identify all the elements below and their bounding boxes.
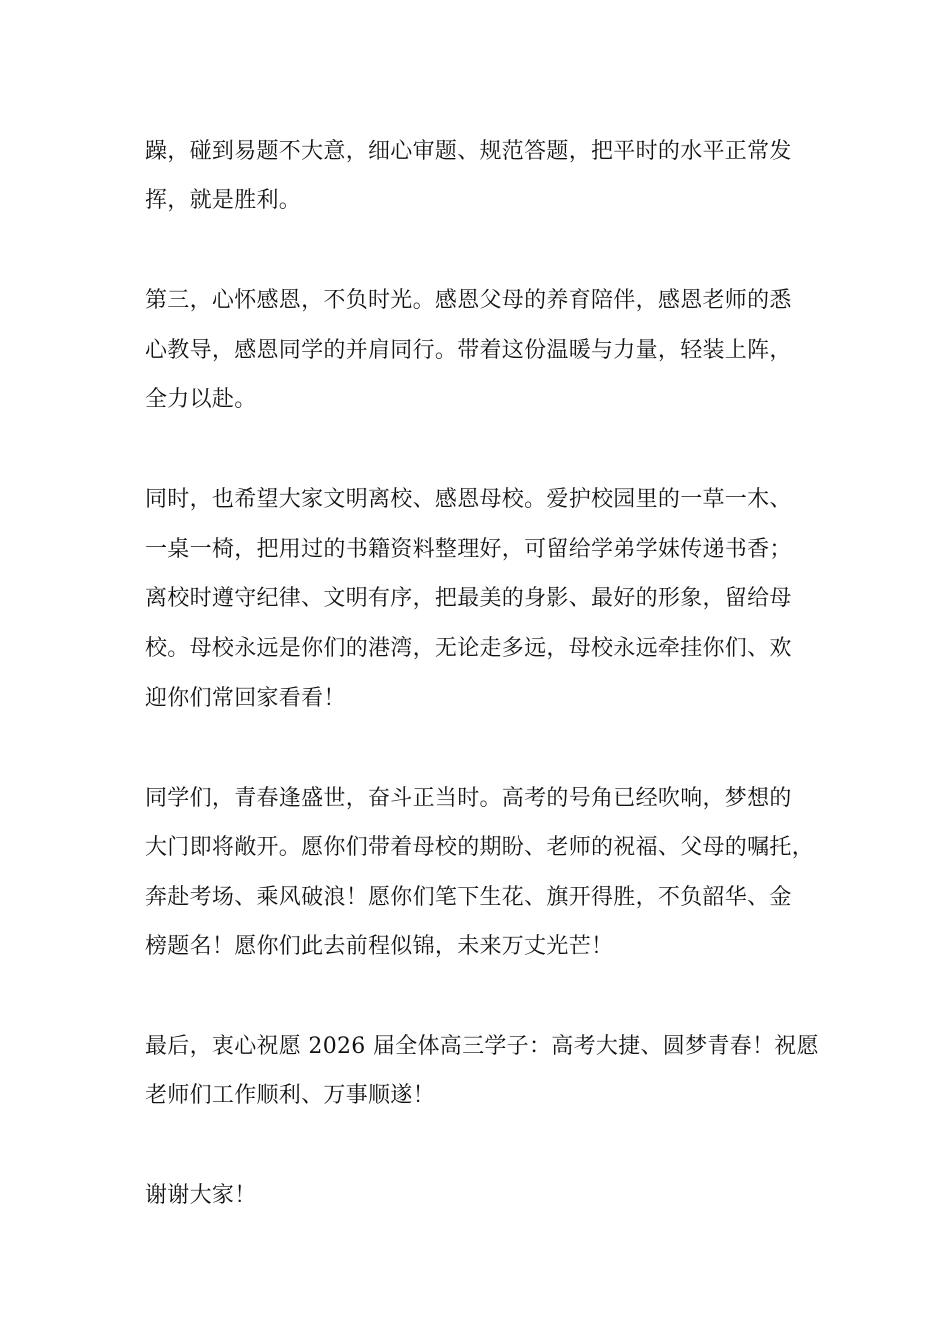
paragraph-2-line-2: 心教导，感恩同学的并肩同行。带着这份温暖与力量，轻装上阵， <box>145 338 792 363</box>
paragraph-2-line-3: 全力以赴。 <box>145 387 257 412</box>
paragraph-3-line-3: 离校时遵守纪律、文明有序，把最美的身影、最好的形象，留给母 <box>145 586 792 611</box>
paragraph-1-line-2: 挥，就是胜利。 <box>145 188 302 213</box>
paragraph-3-line-1: 同时，也希望大家文明离校、感恩母校。爱护校园里的一草一木、 <box>145 487 792 512</box>
paragraph-5-line-2: 老师们工作顺利、万事顺遂！ <box>145 1083 435 1108</box>
paragraph-4-line-1: 同学们，青春逢盛世，奋斗正当时。高考的号角已经吹响，梦想的 <box>145 786 792 811</box>
paragraph-3-line-5: 迎你们常回家看看！ <box>145 686 346 711</box>
paragraph-2-line-1: 第三，心怀感恩，不负时光。感恩父母的养育陪伴，感恩老师的悉 <box>145 288 792 313</box>
paragraph-4-line-3: 奔赴考场、乘风破浪！愿你们笔下生花、旗开得胜，不负韶华、金 <box>145 885 792 910</box>
paragraph-1-line-1: 躁，碰到易题不大意，细心审题、规范答题，把平时的水平正常发 <box>145 139 792 164</box>
paragraph-3-line-2: 一桌一椅，把用过的书籍资料整理好，可留给学弟学妹传递书香； <box>145 537 792 562</box>
paragraph-4-line-2: 大门即将敞开。愿你们带着母校的期盼、老师的祝福、父母的嘱托， <box>145 835 815 860</box>
paragraph-5-line-1: 最后，衷心祝愿 2026 届全体高三学子：高考大捷、圆梦青春！祝愿 <box>145 1034 819 1059</box>
closing-line: 谢谢大家！ <box>145 1183 257 1208</box>
paragraph-4-line-4: 榜题名！愿你们此去前程似锦，未来万丈光芒！ <box>145 934 614 959</box>
paragraph-3-line-4: 校。母校永远是你们的港湾，无论走多远，母校永远牵挂你们、欢 <box>145 636 792 661</box>
